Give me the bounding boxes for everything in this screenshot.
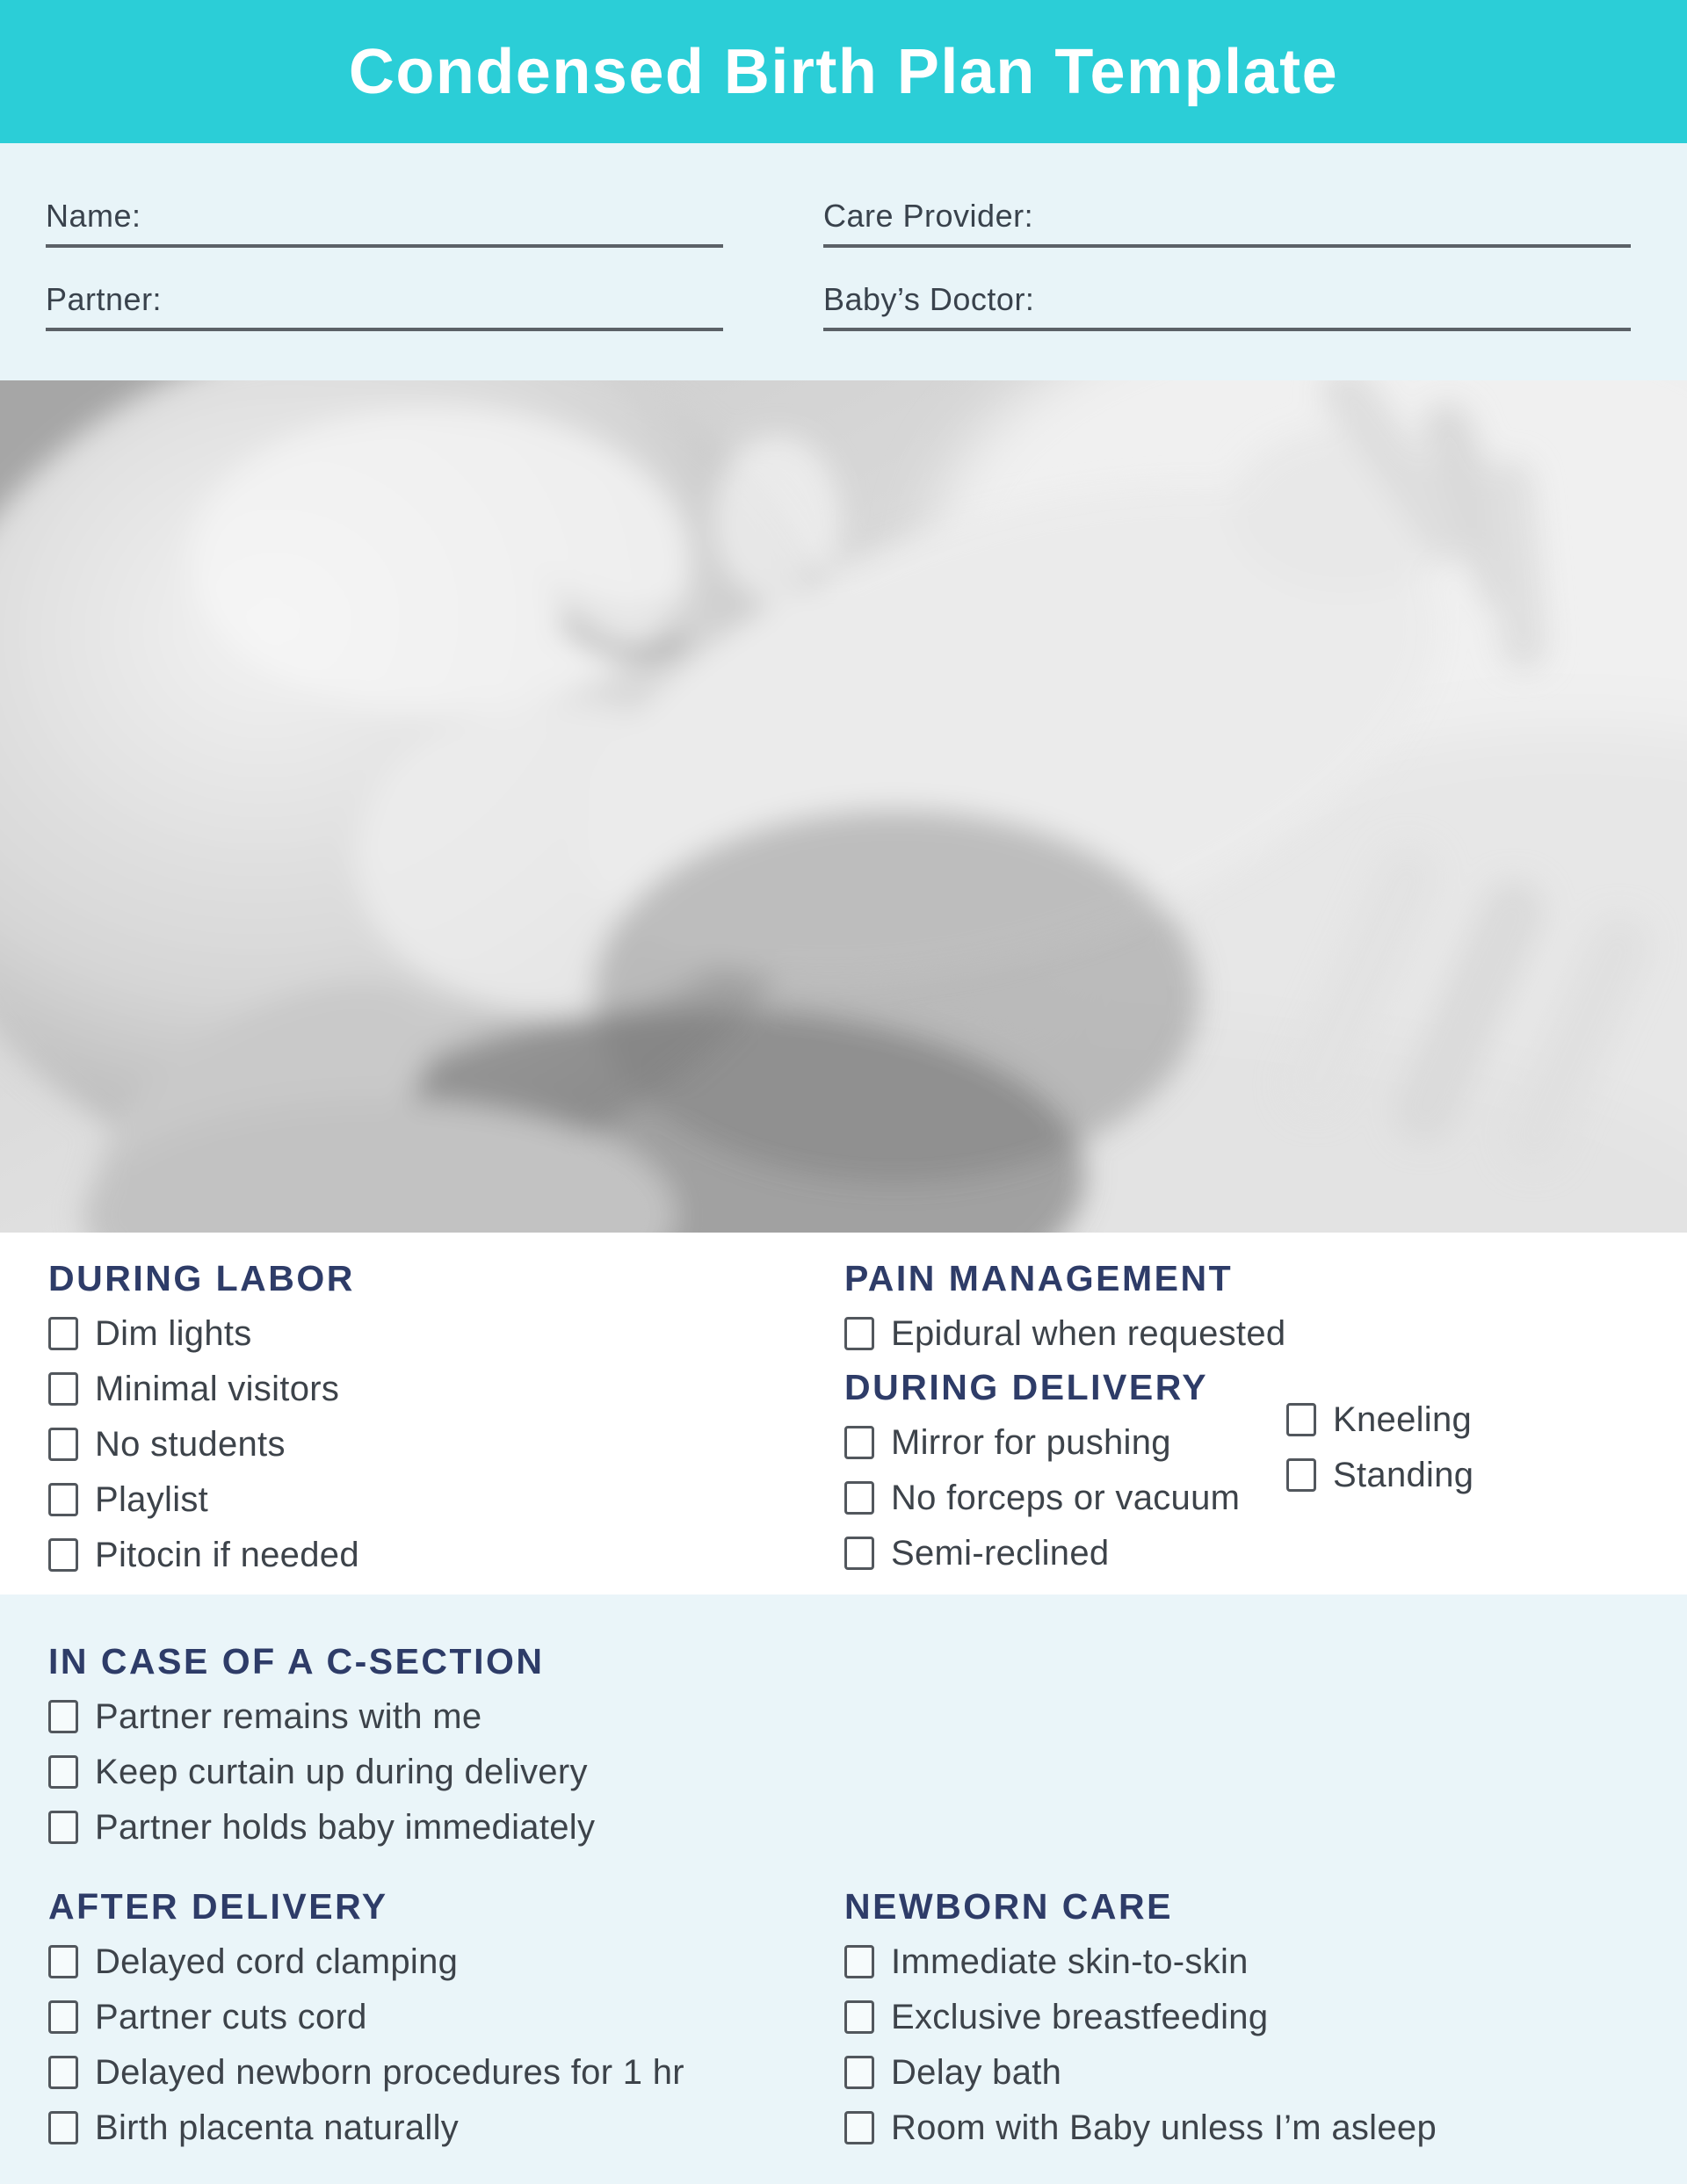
- checklist-item: Partner holds baby immediately: [48, 1808, 1687, 1847]
- care-provider-field: [823, 198, 1631, 248]
- checklist-item: Semi-reclined: [844, 1534, 1286, 1573]
- photo-region: [0, 380, 1687, 1233]
- form-band: [0, 143, 1687, 380]
- checkbox-icon[interactable]: [1286, 1403, 1316, 1436]
- checkbox-icon[interactable]: [844, 1317, 874, 1350]
- name-field: [46, 198, 723, 248]
- checklist-item: Dim lights: [48, 1314, 844, 1353]
- checkbox-icon[interactable]: [844, 2000, 874, 2034]
- checkbox-icon[interactable]: [48, 1317, 78, 1350]
- checklist-item: No forceps or vacuum: [844, 1479, 1286, 1517]
- after-delivery-title: AFTER DELIVERY: [48, 1886, 388, 1927]
- checklist-item: Exclusive breastfeeding: [844, 1998, 1687, 2036]
- checkbox-icon[interactable]: [48, 1428, 78, 1461]
- care-provider-field-line[interactable]: [823, 244, 1631, 248]
- section-pain-management: [844, 1258, 1687, 1353]
- babys-doctor-field-line[interactable]: [823, 328, 1631, 331]
- checklist-item: Immediate skin-to-skin: [844, 1942, 1687, 1981]
- checkbox-icon[interactable]: [1286, 1458, 1316, 1492]
- checkbox-icon[interactable]: [844, 1537, 874, 1570]
- section-newborn-care: [844, 1886, 1687, 2164]
- checkbox-icon[interactable]: [48, 1483, 78, 1516]
- partner-field: [46, 281, 723, 331]
- checkbox-icon[interactable]: [48, 1755, 78, 1789]
- checklist-item: Minimal visitors: [48, 1370, 844, 1408]
- during-delivery-right-column: [1286, 1400, 1473, 1511]
- checkbox-icon[interactable]: [48, 1811, 78, 1844]
- care-provider-field-label: Care Provider:: [823, 198, 1034, 234]
- checklist-item: Epidural when requested: [844, 1314, 1687, 1353]
- checklist-item: No students: [48, 1425, 844, 1464]
- checkbox-icon[interactable]: [48, 1945, 78, 1978]
- checkbox-icon[interactable]: [844, 1481, 874, 1515]
- baby-photo: [0, 380, 1687, 1233]
- checkbox-icon[interactable]: [48, 1372, 78, 1406]
- during-delivery-columns: [844, 1400, 1687, 1589]
- pain-management-title: PAIN MANAGEMENT: [844, 1258, 1234, 1298]
- checklist-item: Playlist: [48, 1480, 844, 1519]
- checklist-item: Keep curtain up during delivery: [48, 1753, 1687, 1791]
- labor-delivery-section: [0, 1233, 1687, 1595]
- checkbox-icon[interactable]: [48, 2000, 78, 2034]
- checklist-item: Delayed cord clamping: [48, 1942, 844, 1981]
- during-labor-title: DURING LABOR: [48, 1258, 355, 1298]
- checklist-item: Delayed newborn procedures for 1 hr: [48, 2053, 844, 2092]
- checkbox-icon[interactable]: [48, 1700, 78, 1733]
- partner-field-label: Partner:: [46, 281, 163, 317]
- checkbox-icon[interactable]: [844, 2056, 874, 2089]
- section-after-delivery: [48, 1886, 844, 2164]
- checkbox-icon[interactable]: [844, 1426, 874, 1459]
- section-during-labor: [48, 1258, 844, 1595]
- section-during-delivery: [844, 1367, 1687, 1589]
- checkbox-icon[interactable]: [844, 1945, 874, 1978]
- checklist-item: Partner remains with me: [48, 1697, 1687, 1736]
- checklist-item: Pitocin if needed: [48, 1536, 844, 1574]
- babys-doctor-field: [823, 281, 1631, 331]
- checklist-item: Birth placenta naturally: [48, 2108, 844, 2147]
- checkbox-icon[interactable]: [48, 2056, 78, 2089]
- checklist-item: Mirror for pushing: [844, 1423, 1286, 1462]
- c-section-title: IN CASE OF A C-SECTION: [48, 1641, 545, 1681]
- page-title: Condensed Birth Plan Template: [348, 36, 1339, 107]
- right-column: [844, 1258, 1687, 1595]
- section-c-section: [48, 1641, 1687, 1847]
- newborn-care-title: NEWBORN CARE: [844, 1886, 1173, 1927]
- checklist-item: Delay bath: [844, 2053, 1687, 2092]
- partner-field-line[interactable]: [46, 328, 723, 331]
- page-banner: [0, 0, 1687, 143]
- checklist-item: Partner cuts cord: [48, 1998, 844, 2036]
- babys-doctor-field-label: Baby’s Doctor:: [823, 281, 1035, 317]
- bottom-section: [0, 1595, 1687, 2184]
- name-field-label: Name:: [46, 198, 141, 234]
- checklist-item: Room with Baby unless I’m asleep: [844, 2108, 1687, 2147]
- checklist-item: Kneeling: [1286, 1400, 1473, 1439]
- checkbox-icon[interactable]: [844, 2111, 874, 2144]
- after-delivery-newborn-grid: [48, 1886, 1687, 2164]
- name-field-line[interactable]: [46, 244, 723, 248]
- checkbox-icon[interactable]: [48, 2111, 78, 2144]
- checkbox-icon[interactable]: [48, 1538, 78, 1572]
- checklist-item: Standing: [1286, 1456, 1473, 1494]
- during-delivery-left-column: [844, 1423, 1286, 1589]
- during-delivery-title: DURING DELIVERY: [844, 1367, 1209, 1407]
